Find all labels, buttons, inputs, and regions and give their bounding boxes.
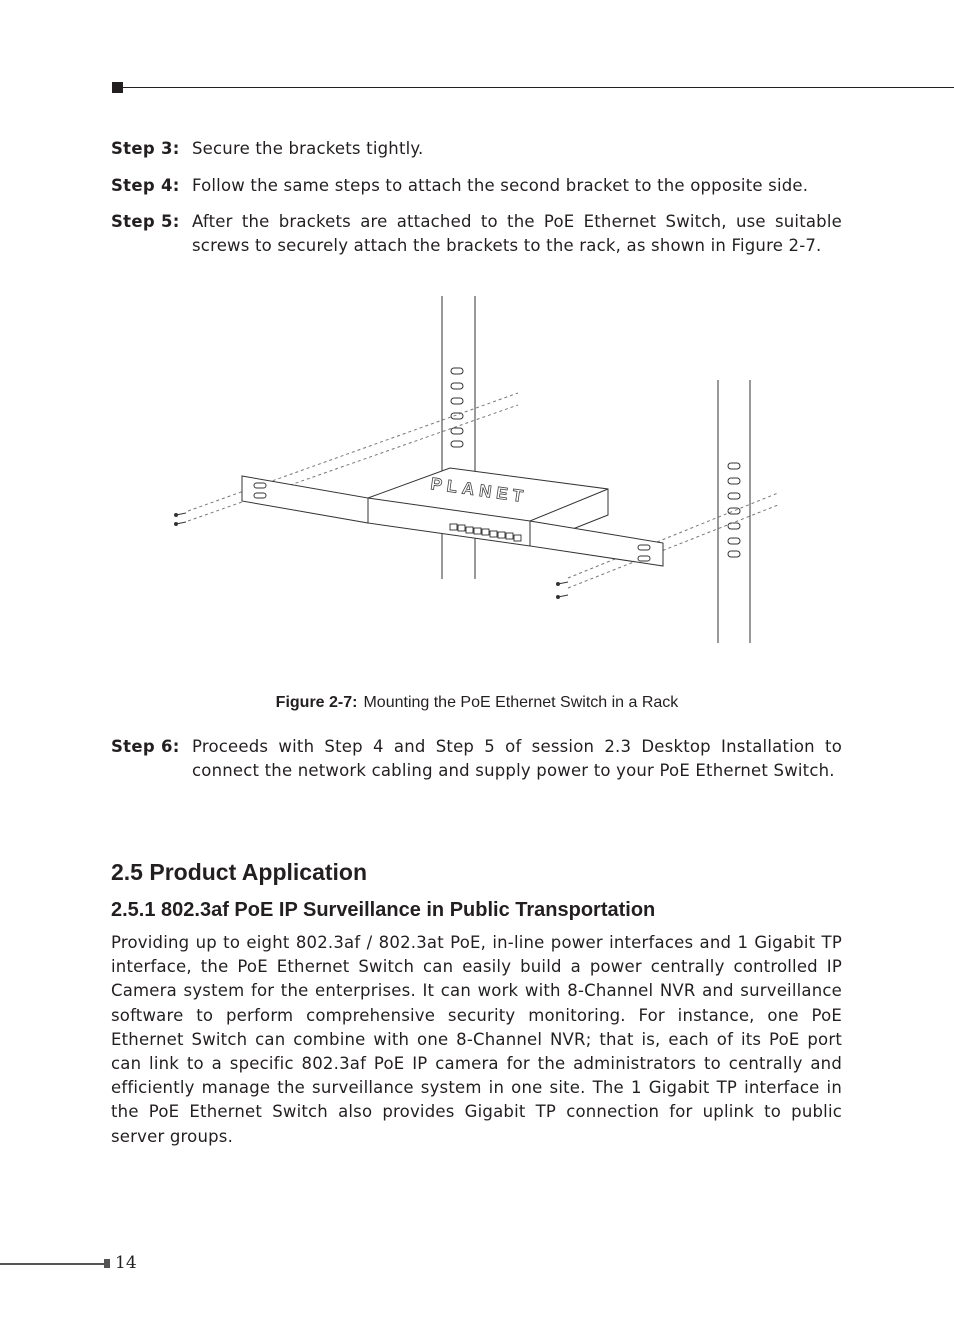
footer-rule [0,1263,104,1265]
step-3 [111,137,842,161]
section-body: Providing up to eight 802.3af / 802.3at PoE, in-line power interfaces and 1 Gigabit TP interface, the PoE Ethernet Switch can easily build a power centrally controlled IP Camera system for the enterprises. It can work with 8-Channel NVR and surveillance software to perform comprehensive security monitoring. For instance, one PoE Ethernet Switch can combine with one 8-Channel NVR; that is, each of its PoE port can link to a specific 802.3af PoE IP camera for the administrators to centrally and efficiently manage the surveillance system in one site. The 1 Gigabit TP interface in the PoE Ethernet Switch also provides Gigabit TP connection for uplink to public server groups. [111,933,842,1146]
figure-caption [0,694,954,712]
step-text: Secure the brackets tightly. [192,139,424,158]
subsection-title: 2.5.1 802.3af PoE IP Surveillance in Public Transportation [111,899,656,921]
figure-label: Figure 2-7: [275,694,358,711]
page-number: 14 [115,1253,137,1273]
planet-logo: PLANET [429,474,530,507]
step-label: Step 4: [111,176,180,195]
right-rack-rail [718,380,750,643]
step-5 [111,210,842,258]
step-label: Step 5: [111,212,180,231]
switch-with-brackets [242,468,663,566]
step-text: After the brackets are attached to the PoE Ethernet Switch, use suitable screws to securely attach the brackets to the rack, as shown in Figure 2-7. [192,212,842,255]
step-6 [111,735,842,783]
step-text: Follow the same steps to attach the second bracket to the opposite side. [192,176,809,195]
footer-marker [104,1259,110,1268]
step-label: Step 6: [111,737,180,756]
section-title: 2.5 Product Application [111,859,368,885]
rack-mount-illustration [168,293,788,653]
step-4 [111,174,842,198]
figure-caption-text: Mounting the PoE Ethernet Switch in a Rack [363,694,679,711]
step-label: Step 3: [111,139,180,158]
step-text: Proceeds with Step 4 and Step 5 of session 2.3 Desktop Installation to connect the network cabling and supply power to your PoE Ethernet Switch. [192,737,842,780]
header-rule [112,87,954,88]
